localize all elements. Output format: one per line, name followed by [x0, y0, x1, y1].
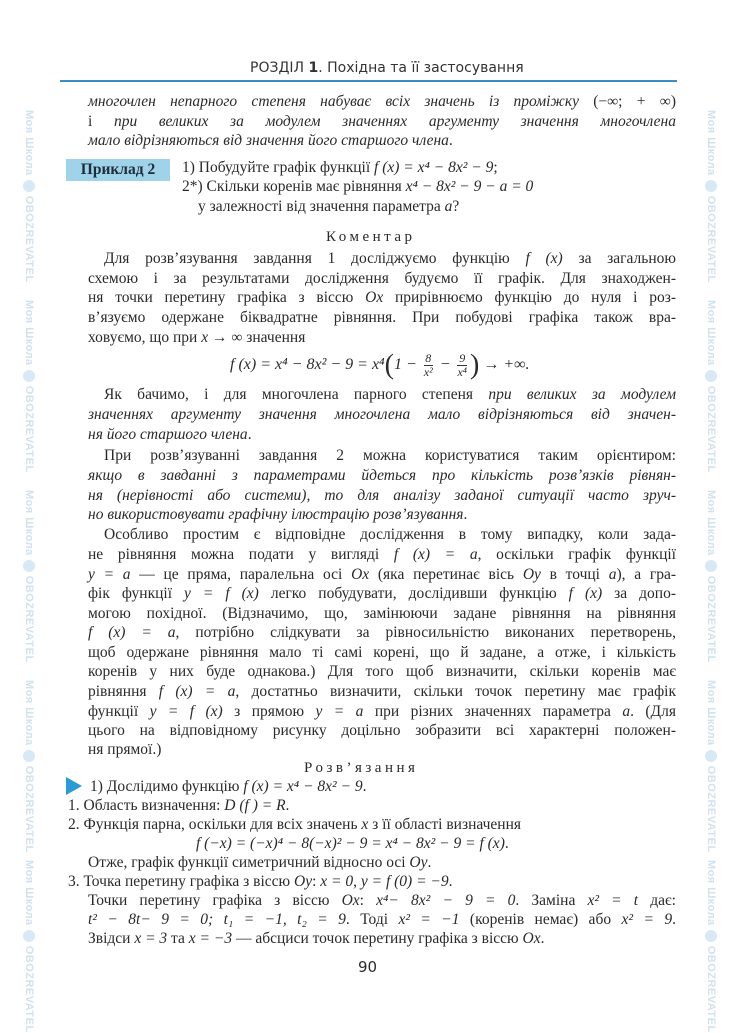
watermark [22, 680, 36, 853]
text-segment: 2. Функція парна, оскільки для всіх значень [68, 816, 362, 833]
text-segment: при різних значеннях параметра [363, 703, 623, 720]
text-segment: функції [88, 703, 150, 720]
text-segment: Як бачимо, і для многочлена парного степеня [104, 386, 489, 403]
watermark-brand: OBOZREVATEL [705, 945, 717, 1033]
fraction [457, 352, 467, 379]
text-segment: , оскільки графік функції [477, 546, 676, 563]
text-segment: Точки перетину графіка з віссю [88, 892, 342, 909]
italic-segment: f (−x) = (−x)⁴ − 8(−x)² − 9 = x⁴ − 8x² − 9 = f (x) [196, 835, 505, 852]
text-segment: з прямою [222, 703, 316, 720]
watermark [704, 110, 718, 283]
watermark [704, 680, 718, 853]
text-line [88, 910, 676, 929]
watermark-logo-icon [705, 930, 717, 942]
left-paren: ( [384, 349, 394, 381]
text-segment: Звідси [88, 930, 135, 947]
text-line [88, 643, 676, 662]
text-line [88, 604, 676, 623]
text-line [88, 405, 676, 424]
text-segment: цього на відповідному рисунку доцільно зобразити всі характерні положен- [88, 722, 676, 739]
italic-segment: при великих за модулем [488, 386, 676, 403]
text-line [88, 328, 305, 347]
text-segment: в точці [540, 566, 609, 583]
watermark-school: Моя Школа [23, 300, 35, 366]
italic-segment: при великих за модулем значеннях аргументу значення многочлена [113, 113, 676, 130]
italic-segment: y = a [315, 703, 364, 720]
text-line [88, 853, 431, 872]
text-line [88, 308, 676, 327]
text-segment: При розв’язуванні завдання 2 можна користуватися таким орієнтиром: [104, 447, 676, 464]
text-segment: , достатньо визначити, скільки точок перетину має графік [235, 683, 676, 700]
watermark-logo-icon [23, 930, 35, 942]
watermark-logo-icon [23, 560, 35, 572]
italic-segment: x² = 9 [621, 911, 673, 928]
italic-segment: y = f (x) [149, 703, 223, 720]
text-segment: дає: [638, 892, 676, 909]
solution-arrow-icon [66, 777, 82, 795]
italic-segment: x⁴− 8x² − 9 = 0 [376, 892, 516, 909]
text-line [88, 584, 676, 603]
example-badge: Приклад 2 [66, 159, 170, 181]
solution-heading: Розв’язання [304, 760, 419, 776]
watermark-logo-icon [23, 750, 35, 762]
text-segment: ; [493, 159, 498, 176]
watermark-school: Моя Школа [705, 490, 717, 556]
watermark-brand: OBOZREVATEL [23, 575, 35, 663]
italic-segment: f (x) = a [393, 546, 478, 563]
text-segment: . [362, 778, 367, 795]
text-segment: у залежності від значення параметра [198, 198, 445, 215]
text-segment: . [540, 930, 545, 947]
text-line [182, 177, 533, 196]
text-segment: . [672, 911, 676, 928]
text-segment: коренів у них буде однакова.) Для того щоб визначити, скільки коренів має [88, 663, 676, 680]
text-line [68, 796, 289, 815]
italic-segment: значеннях аргументу значення многочлена мало відрізняються від значен- [88, 406, 676, 423]
fraction-num: 9 [459, 350, 466, 365]
text-segment: → ∞ значення [208, 329, 306, 346]
watermark-brand: OBOZREVATEL [705, 575, 717, 663]
italic-segment: a [444, 198, 453, 215]
italic-segment: x² = t [587, 892, 639, 909]
text-line [88, 565, 676, 584]
formula-one: 1 − [393, 356, 417, 373]
italic-segment: Ox [341, 892, 360, 909]
watermark-logo-icon [705, 370, 717, 382]
text-line [196, 834, 509, 853]
text-line [88, 131, 453, 150]
text-segment: 1. Область визначення: [68, 797, 225, 814]
text-segment: 3. Точка перетину графіка з віссю [68, 873, 295, 890]
formula-left: f (x) = x⁴ − 8x² − 9 = x⁴ [230, 356, 385, 373]
text-segment: з її області визначення [368, 816, 522, 833]
fraction [424, 352, 433, 379]
text-segment: : [312, 873, 321, 890]
text-segment: . [247, 426, 252, 443]
text-segment: не рівняння можна подати у вигляді [88, 546, 394, 563]
text-segment: . [504, 835, 509, 852]
italic-segment: f (x) = x⁴ − 8x² − 9 [243, 778, 363, 795]
text-segment: Для розв’язування завдання 1 досліджуємо функцію [104, 250, 526, 267]
italic-segment: y = f (x) [184, 585, 259, 602]
watermark [22, 110, 36, 283]
italic-segment: многочлен непарного степеня набуває всіх значень із проміжку [88, 93, 594, 110]
italic-segment: x⁴ − 8x² − 9 − a = 0 [405, 178, 534, 195]
italic-segment: якщо в завданні з параметрами йдеться про кількість розв’язків рівнян- [88, 467, 676, 484]
italic-segment: f (x) = a [88, 624, 176, 641]
text-segment: , потрібно слідкувати за рівносильністю виконаних перетворень, [175, 624, 676, 641]
text-segment: . Заміна [515, 892, 588, 909]
section-header [250, 60, 524, 77]
watermark-school: Моя Школа [23, 490, 35, 556]
text-segment: . Тоді [345, 911, 399, 928]
text-line [88, 466, 676, 485]
text-line [88, 425, 252, 444]
watermark-brand: OBOZREVATEL [23, 195, 35, 283]
watermark [704, 300, 718, 473]
text-line [198, 197, 459, 216]
watermark-logo-icon [23, 180, 35, 192]
text-segment: (коренів немає) або [459, 911, 622, 928]
text-segment: могою похідної. (Відзначимо, що, замінюючи задане рівняння на рівняння [88, 605, 676, 622]
italic-segment: t² − 8t− 9 = 0; t₁ = −1, t₂ = 9 [88, 911, 346, 928]
text-segment: . [448, 873, 453, 890]
page-number: 90 [358, 958, 378, 976]
text-segment: . [448, 132, 453, 149]
watermark-logo-icon [23, 370, 35, 382]
text-line [90, 777, 367, 796]
text-segment: ня точки перетину графіка з віссю [88, 289, 366, 306]
italic-segment: ня (нерівності або системи), то для аналізу заданої ситуації часто зруч- [88, 487, 676, 504]
text-segment: Отже, графік функції симетричний відносно осі [88, 854, 410, 871]
text-line [88, 505, 467, 524]
text-line [88, 929, 544, 948]
comment-heading: Коментар [326, 229, 416, 245]
text-segment: в’язуємо одержане біквадратне рівняння. При побудові графіка також вра- [88, 309, 676, 326]
text-line [88, 92, 676, 111]
right-paren: ) [469, 349, 480, 381]
watermark-logo-icon [705, 180, 717, 192]
italic-segment: f (x) = a [158, 683, 236, 700]
italic-segment: y = a [88, 566, 131, 583]
text-segment: і [88, 113, 114, 130]
text-line [104, 385, 676, 404]
watermark-logo-icon [705, 750, 717, 762]
italic-segment: f (x) [568, 585, 603, 602]
section-title: . Похідна та її застосування [318, 60, 524, 76]
italic-segment: Ox [522, 930, 541, 947]
section-number: 1 [308, 60, 319, 76]
text-segment: : [359, 892, 377, 909]
watermark-logo-icon [705, 560, 717, 572]
text-line [88, 288, 676, 307]
text-segment: . [285, 797, 290, 814]
watermark-brand: OBOZREVATEL [23, 945, 35, 1033]
italic-segment: но використовувати графічну ілюстрацію розв’язування [88, 506, 464, 523]
text-line [88, 702, 676, 721]
text-line [88, 623, 676, 642]
text-line [182, 158, 498, 177]
text-segment: фік функції [88, 585, 185, 602]
watermark [22, 300, 36, 473]
italic-segment: Oy [522, 566, 541, 583]
italic-segment: D (f ) = [224, 797, 277, 814]
text-segment: . [463, 506, 468, 523]
watermark-school: Моя Школа [705, 300, 717, 366]
text-line [104, 525, 676, 544]
italic-segment: ня його старшого члена [88, 426, 248, 443]
text-line [104, 446, 676, 465]
italic-segment: f (x) [525, 250, 563, 267]
text-segment: . (Для [630, 703, 676, 720]
text-segment: — абсциси точок перетину графіка з віссю [232, 930, 523, 947]
watermark-school: Моя Школа [705, 680, 717, 746]
formula-tail: → +∞. [483, 356, 530, 373]
text-segment: — це пряма, паралельна осі [130, 566, 352, 583]
fraction-num: 8 [425, 350, 432, 365]
watermark [704, 860, 718, 1033]
italic-segment: Oy [409, 854, 428, 871]
fraction-den: x² [423, 364, 433, 379]
italic-segment: R [276, 797, 286, 814]
watermark [704, 490, 718, 663]
text-segment: щоб одержане рівняння мало ті самі корені, що й задане, а отже, і кількість [88, 644, 676, 661]
text-segment: рівняння [88, 683, 159, 700]
text-segment: . [427, 854, 432, 871]
text-segment: 2*) Скільки коренів має рівняння [182, 178, 406, 195]
watermark-brand: OBOZREVATEL [705, 385, 717, 473]
text-line [88, 269, 676, 288]
text-line [88, 662, 676, 681]
text-line [88, 486, 676, 505]
italic-segment: Ox [365, 289, 384, 306]
italic-segment: f (x) = x⁴ − 8x² − 9 [374, 159, 494, 176]
italic-segment: x = 3 [134, 930, 168, 947]
text-segment: та [167, 930, 189, 947]
italic-segment: x [201, 329, 209, 346]
text-segment: прирівнюємо функцію до нуля і роз- [383, 289, 677, 306]
text-segment: ховуємо, що при [88, 329, 202, 346]
fraction-den: x⁴ [457, 364, 467, 379]
italic-segment: x = 0, y = f (0) = −9 [320, 873, 449, 890]
italic-segment: Ox [351, 566, 370, 583]
watermark [22, 490, 36, 663]
text-line [88, 682, 676, 701]
watermark-school: Моя Школа [23, 680, 35, 746]
watermark-school: Моя Школа [705, 860, 717, 926]
text-line [104, 249, 676, 268]
watermark-brand: OBOZREVATEL [705, 765, 717, 853]
text-segment: ), а гра- [616, 566, 676, 583]
text-line [88, 112, 676, 131]
italic-segment: x² = −1 [398, 911, 460, 928]
watermark-school: Моя Школа [23, 110, 35, 176]
text-line [88, 721, 676, 740]
text-segment: (яка перетинає вісь [369, 566, 523, 583]
italic-segment: x [361, 816, 369, 833]
text-segment: 1) Дослідимо функцію [90, 778, 244, 795]
text-line [68, 815, 521, 834]
text-segment: ? [452, 198, 460, 215]
limit-formula [230, 350, 530, 380]
watermark [22, 860, 36, 1033]
text-segment: (−∞; + ∞) [593, 93, 676, 110]
watermark-brand: OBOZREVATEL [23, 765, 35, 853]
text-line [88, 740, 161, 759]
italic-segment: мало відрізняються від значення його старшого члена [88, 132, 449, 149]
text-line [88, 545, 676, 564]
watermark-school: Моя Школа [705, 110, 717, 176]
watermark-brand: OBOZREVATEL [23, 385, 35, 473]
text-line [68, 872, 453, 891]
text-segment: ня прямої.) [88, 741, 162, 758]
formula-minus: − [439, 356, 451, 373]
watermark-brand: OBOZREVATEL [705, 195, 717, 283]
text-segment: 1) Побудуйте графік функції [182, 159, 375, 176]
text-segment: Особливо простим є відповідне дослідження в тому випадку, коли зада- [104, 526, 676, 543]
header-rule [60, 80, 677, 82]
italic-segment: Oy [294, 873, 313, 890]
text-segment: за загальною [562, 250, 676, 267]
italic-segment: a [608, 566, 617, 583]
watermark-school: Моя Школа [23, 860, 35, 926]
text-segment: схемою і за результатами дослідження будуємо її графік. Для знаходжен- [88, 270, 676, 287]
italic-segment: a [622, 703, 631, 720]
text-segment: легко побудувати, дослідивши функцію [258, 585, 569, 602]
italic-segment: x = −3 [188, 930, 233, 947]
text-line [88, 891, 676, 910]
text-segment: за допо- [602, 585, 677, 602]
section-label: РОЗДІЛ [250, 60, 305, 76]
